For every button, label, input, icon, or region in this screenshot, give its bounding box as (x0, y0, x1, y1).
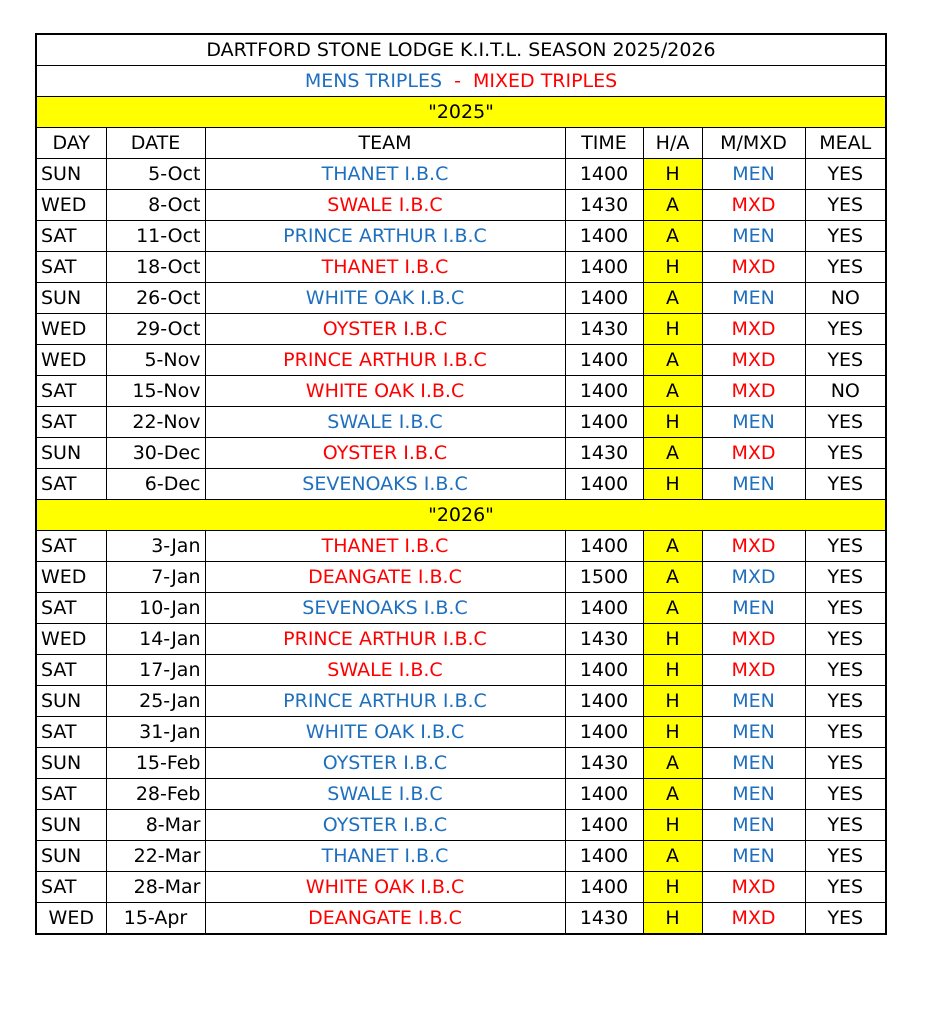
time-cell: 1400 (565, 717, 643, 748)
fixture-row (36, 252, 886, 283)
home-away-cell: A (643, 283, 702, 314)
time-cell: 1400 (565, 252, 643, 283)
team-cell: SWALE I.B.C (205, 190, 565, 221)
team-cell: THANET I.B.C (205, 841, 565, 872)
meal-cell: YES (805, 655, 886, 686)
column-header-day: DAY (36, 128, 106, 159)
time-cell: 1400 (565, 872, 643, 903)
men-mixed-cell: MXD (702, 531, 805, 562)
meal-cell: YES (805, 221, 886, 252)
day-cell: WED (36, 562, 106, 593)
day-cell: SAT (36, 376, 106, 407)
team-cell: THANET I.B.C (205, 531, 565, 562)
date-cell: 8-Oct (106, 190, 205, 221)
date-cell: 15-Apr (106, 903, 205, 935)
day-cell: SUN (36, 283, 106, 314)
men-mixed-cell: MEN (702, 283, 805, 314)
team-cell: OYSTER I.B.C (205, 314, 565, 345)
team-cell: PRINCE ARTHUR I.B.C (205, 345, 565, 376)
date-cell: 14-Jan (106, 624, 205, 655)
team-cell: OYSTER I.B.C (205, 748, 565, 779)
year-row (36, 97, 886, 128)
team-cell: DEANGATE I.B.C (205, 903, 565, 935)
time-cell: 1430 (565, 438, 643, 469)
day-cell: SAT (36, 872, 106, 903)
time-cell: 1500 (565, 562, 643, 593)
date-cell: 25-Jan (106, 686, 205, 717)
meal-cell: YES (805, 314, 886, 345)
fixture-row (36, 438, 886, 469)
meal-cell: YES (805, 717, 886, 748)
fixture-row (36, 872, 886, 903)
day-cell: WED (36, 314, 106, 345)
date-cell: 15-Feb (106, 748, 205, 779)
fixture-sheet (35, 33, 887, 935)
home-away-cell: H (643, 407, 702, 438)
home-away-cell: H (643, 810, 702, 841)
subtitle-row (36, 66, 886, 97)
men-mixed-cell: MEN (702, 841, 805, 872)
date-cell: 22-Mar (106, 841, 205, 872)
meal-cell: YES (805, 562, 886, 593)
fixture-row (36, 903, 886, 935)
column-header-time: TIME (565, 128, 643, 159)
column-header-mmxd: M/MXD (702, 128, 805, 159)
fixture-row (36, 221, 886, 252)
year-row (36, 500, 886, 531)
date-cell: 18-Oct (106, 252, 205, 283)
men-mixed-cell: MXD (702, 872, 805, 903)
meal-cell: YES (805, 438, 886, 469)
day-cell: WED (36, 190, 106, 221)
fixture-row (36, 283, 886, 314)
home-away-cell: A (643, 376, 702, 407)
time-cell: 1430 (565, 903, 643, 935)
meal-cell: YES (805, 872, 886, 903)
fixture-row (36, 314, 886, 345)
time-cell: 1430 (565, 748, 643, 779)
team-cell: SEVENOAKS I.B.C (205, 593, 565, 624)
day-cell: WED (36, 903, 106, 935)
meal-cell: YES (805, 159, 886, 190)
fixture-row (36, 841, 886, 872)
time-cell: 1430 (565, 624, 643, 655)
time-cell: 1400 (565, 655, 643, 686)
day-cell: WED (36, 624, 106, 655)
meal-cell: YES (805, 407, 886, 438)
home-away-cell: A (643, 779, 702, 810)
meal-cell: YES (805, 593, 886, 624)
meal-cell: YES (805, 624, 886, 655)
men-mixed-cell: MXD (702, 252, 805, 283)
meal-cell: YES (805, 686, 886, 717)
home-away-cell: A (643, 748, 702, 779)
day-cell: SUN (36, 748, 106, 779)
title-row (36, 34, 886, 66)
time-cell: 1400 (565, 407, 643, 438)
time-cell: 1400 (565, 221, 643, 252)
time-cell: 1400 (565, 686, 643, 717)
men-mixed-cell: MEN (702, 593, 805, 624)
men-mixed-cell: MEN (702, 686, 805, 717)
team-cell: WHITE OAK I.B.C (205, 717, 565, 748)
men-mixed-cell: MEN (702, 717, 805, 748)
meal-cell: YES (805, 190, 886, 221)
day-cell: SAT (36, 407, 106, 438)
men-mixed-cell: MEN (702, 159, 805, 190)
meal-cell: YES (805, 810, 886, 841)
year-heading: "2026" (36, 500, 886, 531)
fixture-row (36, 686, 886, 717)
fixture-table (35, 33, 887, 935)
meal-cell: YES (805, 469, 886, 500)
men-mixed-cell: MEN (702, 469, 805, 500)
men-mixed-cell: MXD (702, 314, 805, 345)
time-cell: 1400 (565, 841, 643, 872)
men-mixed-cell: MXD (702, 562, 805, 593)
team-cell: OYSTER I.B.C (205, 438, 565, 469)
date-cell: 31-Jan (106, 717, 205, 748)
date-cell: 28-Feb (106, 779, 205, 810)
date-cell: 5-Oct (106, 159, 205, 190)
day-cell: SAT (36, 469, 106, 500)
day-cell: SAT (36, 717, 106, 748)
home-away-cell: H (643, 717, 702, 748)
meal-cell: YES (805, 748, 886, 779)
date-cell: 30-Dec (106, 438, 205, 469)
team-cell: PRINCE ARTHUR I.B.C (205, 221, 565, 252)
home-away-cell: H (643, 903, 702, 935)
men-mixed-cell: MEN (702, 748, 805, 779)
fixture-row (36, 159, 886, 190)
column-header-meal: MEAL (805, 128, 886, 159)
team-cell: PRINCE ARTHUR I.B.C (205, 686, 565, 717)
team-cell: WHITE OAK I.B.C (205, 283, 565, 314)
men-mixed-cell: MXD (702, 903, 805, 935)
home-away-cell: A (643, 593, 702, 624)
time-cell: 1400 (565, 810, 643, 841)
time-cell: 1400 (565, 469, 643, 500)
men-mixed-cell: MEN (702, 779, 805, 810)
time-cell: 1400 (565, 283, 643, 314)
men-mixed-cell: MXD (702, 624, 805, 655)
team-cell: THANET I.B.C (205, 252, 565, 283)
home-away-cell: A (643, 190, 702, 221)
team-cell: SWALE I.B.C (205, 779, 565, 810)
fixture-row (36, 531, 886, 562)
fixture-row (36, 593, 886, 624)
fixture-row (36, 469, 886, 500)
fixture-row (36, 345, 886, 376)
home-away-cell: A (643, 345, 702, 376)
fixture-row (36, 562, 886, 593)
home-away-cell: H (643, 872, 702, 903)
time-cell: 1430 (565, 190, 643, 221)
date-cell: 29-Oct (106, 314, 205, 345)
team-cell: DEANGATE I.B.C (205, 562, 565, 593)
meal-cell: NO (805, 376, 886, 407)
meal-cell: YES (805, 779, 886, 810)
fixture-table-body (36, 34, 886, 934)
men-mixed-cell: MEN (702, 810, 805, 841)
page-title: DARTFORD STONE LODGE K.I.T.L. SEASON 2025/2026 (36, 34, 886, 66)
team-cell: WHITE OAK I.B.C (205, 872, 565, 903)
date-cell: 17-Jan (106, 655, 205, 686)
column-header-ha: H/A (643, 128, 702, 159)
meal-cell: YES (805, 531, 886, 562)
subtitle (36, 66, 886, 97)
date-cell: 3-Jan (106, 531, 205, 562)
time-cell: 1400 (565, 159, 643, 190)
meal-cell: YES (805, 903, 886, 935)
date-cell: 22-Nov (106, 407, 205, 438)
column-header-date: DATE (106, 128, 205, 159)
meal-cell: YES (805, 841, 886, 872)
fixture-row (36, 748, 886, 779)
column-header-row (36, 128, 886, 159)
fixture-row (36, 376, 886, 407)
fixture-row (36, 655, 886, 686)
men-mixed-cell: MXD (702, 376, 805, 407)
mens-triples-label: MENS TRIPLES (304, 70, 443, 92)
date-cell: 11-Oct (106, 221, 205, 252)
home-away-cell: A (643, 562, 702, 593)
fixture-row (36, 190, 886, 221)
date-cell: 7-Jan (106, 562, 205, 593)
fixture-row (36, 810, 886, 841)
team-cell: WHITE OAK I.B.C (205, 376, 565, 407)
fixture-row (36, 407, 886, 438)
home-away-cell: H (643, 252, 702, 283)
home-away-cell: H (643, 314, 702, 345)
mixed-triples-label: MIXED TRIPLES (473, 70, 618, 92)
men-mixed-cell: MEN (702, 407, 805, 438)
day-cell: SAT (36, 221, 106, 252)
home-away-cell: H (643, 624, 702, 655)
men-mixed-cell: MXD (702, 438, 805, 469)
fixture-row (36, 779, 886, 810)
day-cell: SUN (36, 438, 106, 469)
year-heading: "2025" (36, 97, 886, 128)
meal-cell: YES (805, 345, 886, 376)
team-cell: SWALE I.B.C (205, 407, 565, 438)
day-cell: SAT (36, 252, 106, 283)
team-cell: OYSTER I.B.C (205, 810, 565, 841)
team-cell: SWALE I.B.C (205, 655, 565, 686)
column-header-team: TEAM (205, 128, 565, 159)
day-cell: SUN (36, 841, 106, 872)
day-cell: SUN (36, 810, 106, 841)
men-mixed-cell: MXD (702, 190, 805, 221)
time-cell: 1400 (565, 345, 643, 376)
date-cell: 15-Nov (106, 376, 205, 407)
day-cell: SAT (36, 531, 106, 562)
fixture-row (36, 717, 886, 748)
men-mixed-cell: MXD (702, 345, 805, 376)
home-away-cell: A (643, 221, 702, 252)
day-cell: SAT (36, 655, 106, 686)
men-mixed-cell: MEN (702, 221, 805, 252)
time-cell: 1400 (565, 593, 643, 624)
meal-cell: YES (805, 252, 886, 283)
day-cell: SAT (36, 593, 106, 624)
day-cell: WED (36, 345, 106, 376)
home-away-cell: A (643, 438, 702, 469)
home-away-cell: H (643, 655, 702, 686)
date-cell: 6-Dec (106, 469, 205, 500)
date-cell: 10-Jan (106, 593, 205, 624)
home-away-cell: A (643, 841, 702, 872)
team-cell: SEVENOAKS I.B.C (205, 469, 565, 500)
date-cell: 28-Mar (106, 872, 205, 903)
date-cell: 26-Oct (106, 283, 205, 314)
day-cell: SUN (36, 686, 106, 717)
day-cell: SUN (36, 159, 106, 190)
day-cell: SAT (36, 779, 106, 810)
time-cell: 1430 (565, 314, 643, 345)
team-cell: THANET I.B.C (205, 159, 565, 190)
meal-cell: NO (805, 283, 886, 314)
men-mixed-cell: MXD (702, 655, 805, 686)
home-away-cell: H (643, 686, 702, 717)
time-cell: 1400 (565, 376, 643, 407)
subtitle-separator: - (454, 70, 461, 92)
home-away-cell: H (643, 159, 702, 190)
date-cell: 8-Mar (106, 810, 205, 841)
home-away-cell: H (643, 469, 702, 500)
home-away-cell: A (643, 531, 702, 562)
date-cell: 5-Nov (106, 345, 205, 376)
fixture-row (36, 624, 886, 655)
time-cell: 1400 (565, 531, 643, 562)
team-cell: PRINCE ARTHUR I.B.C (205, 624, 565, 655)
time-cell: 1400 (565, 779, 643, 810)
